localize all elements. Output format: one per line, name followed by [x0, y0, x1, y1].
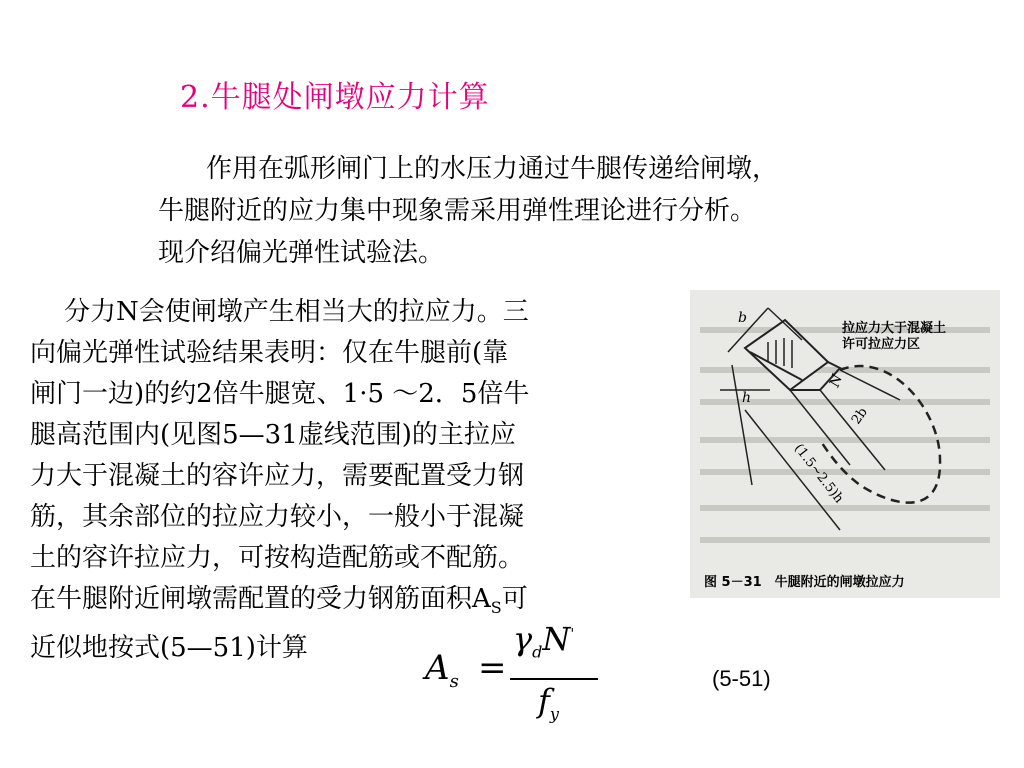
body-line-4: 腿高范围内(见图5—31虚线范围)的主拉应 [30, 420, 516, 450]
as-subscript: S [490, 598, 502, 618]
intro-paragraph [158, 148, 958, 274]
intro-line-2: 牛腿附近的应力集中现象需采用弹性理论进行分析。 [158, 196, 757, 226]
annotation-line-2: 许可拉应力区 [842, 337, 921, 352]
body-line-6: 筋，其余部位的拉应力较小，一般小于混凝 [30, 502, 525, 532]
body-line-3: 闸门一边)的约2倍牛腿宽、1·5 ～2．5倍牛 [30, 379, 530, 409]
equation-number: (5-51) [712, 666, 771, 691]
body-line-2: 向偏光弹性试验结果表明：仅在牛腿前(靠 [30, 338, 509, 368]
formula-numerator: $\gamma_dN'$ [513, 620, 575, 662]
body-paragraph [30, 292, 680, 669]
intro-line-3: 现介绍偏光弹性试验法。 [158, 238, 445, 268]
annotation-line-1: 拉应力大于混凝土 [842, 321, 947, 336]
label-N: N [826, 372, 846, 390]
label-h: h [742, 390, 752, 406]
corbel-stress-diagram [690, 290, 1000, 598]
body-line-1: 分力N会使闸墩产生相当大的拉应力。三 [64, 297, 529, 327]
intro-line-1: 作用在弧形闸门上的水压力通过牛腿传递给闸墩， [206, 154, 779, 184]
label-2b: 2b [848, 405, 871, 428]
section-title: 2.牛腿处闸墩应力计算 [180, 80, 490, 115]
body-line-5: 力大于混凝土的容许应力，需要配置受力钢 [30, 461, 525, 491]
figure-caption: 图 5－31 牛腿附近的闸墩拉应力 [704, 575, 905, 590]
formula-denominator: $f_y$ [538, 682, 559, 724]
fraction-bar [510, 678, 598, 680]
body-line-9: 近似地按式(5—51)计算 [30, 633, 308, 664]
label-range: (1.5~2.5)h [790, 441, 847, 507]
formula-5-51 [420, 620, 620, 740]
body-line-8: 在牛腿附近闸墩需配置的受力钢筋面积$A_S$可 [30, 584, 528, 618]
figure-5-31 [690, 290, 1000, 598]
label-b: b [738, 310, 747, 326]
formula-equals: = [478, 648, 507, 688]
body-line-7: 土的容许拉应力，可按构造配筋或不配筋。 [30, 543, 525, 573]
formula-lhs: $A_s$ [425, 648, 459, 692]
